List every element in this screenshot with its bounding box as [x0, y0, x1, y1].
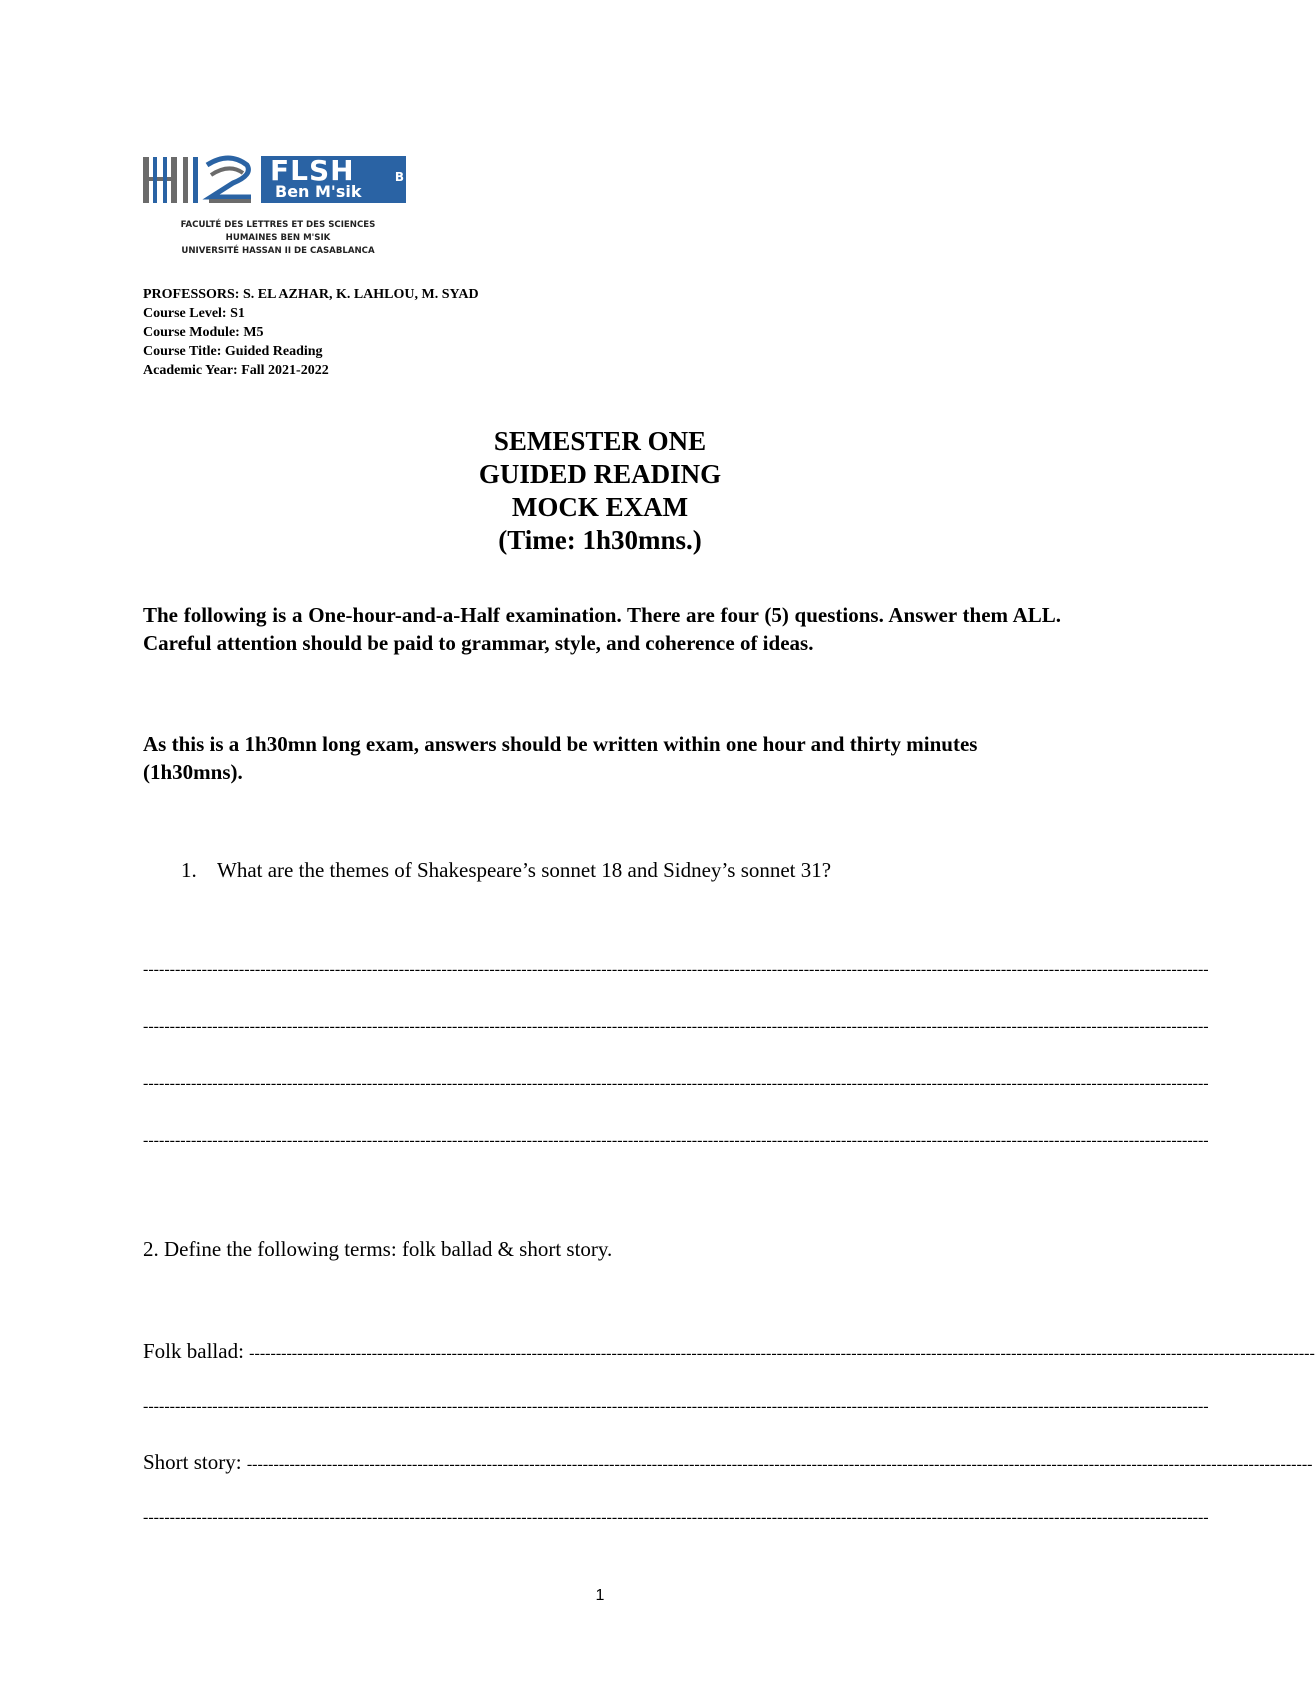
- answer-line[interactable]: --------------------------------------------------------------------------------------------------------------------------------------------------------------------------------------------------------: [143, 1398, 1209, 1415]
- course-module: Course Module: M5: [143, 325, 264, 340]
- brand-superscript: B: [394, 170, 404, 184]
- folk-ballad-answer[interactable]: [143, 1338, 1315, 1367]
- course-title: Course Title: Guided Reading: [143, 344, 323, 359]
- short-story-answer[interactable]: [143, 1449, 1313, 1478]
- exam-title: [0, 425, 1200, 557]
- answer-line[interactable]: --------------------------------------------------------------------------------------------------------------------------------------------------------------------------------------------------------: [143, 961, 1209, 978]
- faculty-name: [143, 219, 413, 258]
- professors: PROFESSORS: S. EL AZHAR, K. LAHLOU, M. SYAD: [143, 287, 479, 302]
- title-line-3: MOCK EXAM: [511, 492, 689, 522]
- title-line-2: GUIDED READING: [478, 459, 722, 489]
- brand-subtitle: Ben M'sik: [275, 182, 362, 201]
- question-1: [181, 857, 831, 883]
- question-1-text: What are the themes of Shakespeare’s sonnet 18 and Sidney’s sonnet 31?: [217, 858, 832, 882]
- faculty-line-1: FACULTÉ DES LETTRES ET DES SCIENCES: [180, 220, 376, 230]
- answer-line[interactable]: --------------------------------------------------------------------------------------------------------------------------------------------------------------------------------------------------------: [246, 1456, 1313, 1473]
- faculty-logo: [143, 155, 413, 265]
- title-line-1: SEMESTER ONE: [493, 426, 707, 456]
- academic-year: Academic Year: Fall 2021-2022: [143, 363, 329, 378]
- instructions-paragraph-1: The following is a One-hour-and-a-Half examination. There are four (5) questions. Answer them ALL. Careful attention should be paid to grammar, style, and coherence of ideas.: [143, 603, 1061, 655]
- answer-line[interactable]: --------------------------------------------------------------------------------------------------------------------------------------------------------------------------------------------------------: [143, 1132, 1209, 1149]
- answer-line[interactable]: --------------------------------------------------------------------------------------------------------------------------------------------------------------------------------------------------------: [249, 1345, 1315, 1362]
- faculty-line-2: HUMAINES BEN M'SIK: [225, 233, 331, 243]
- folk-ballad-label: Folk ballad:: [143, 1339, 244, 1363]
- course-info: [143, 285, 479, 380]
- question-2: 2. Define the following terms: folk ballad & short story.: [143, 1237, 613, 1261]
- answer-line[interactable]: --------------------------------------------------------------------------------------------------------------------------------------------------------------------------------------------------------: [143, 1509, 1209, 1526]
- page-number: 1: [595, 1587, 605, 1604]
- answer-line[interactable]: --------------------------------------------------------------------------------------------------------------------------------------------------------------------------------------------------------: [143, 1075, 1209, 1092]
- instructions-paragraph-2: As this is a 1h30mn long exam, answers should be written within one hour and thirty minutes (1h30mns).: [143, 732, 978, 784]
- faculty-line-3: UNIVERSITÉ HASSAN II DE CASABLANCA: [181, 246, 375, 256]
- course-level: Course Level: S1: [143, 306, 245, 321]
- brand-name: FLSH: [270, 154, 355, 187]
- question-1-number: 1.: [181, 858, 197, 882]
- university-emblem-icon: [143, 155, 201, 205]
- title-line-4: (Time: 1h30mns.): [498, 525, 702, 555]
- short-story-label: Short story:: [143, 1450, 242, 1474]
- arabic-emblem-icon: [203, 155, 255, 205]
- answer-line[interactable]: --------------------------------------------------------------------------------------------------------------------------------------------------------------------------------------------------------: [143, 1018, 1209, 1035]
- flsh-brand-box: [261, 156, 406, 203]
